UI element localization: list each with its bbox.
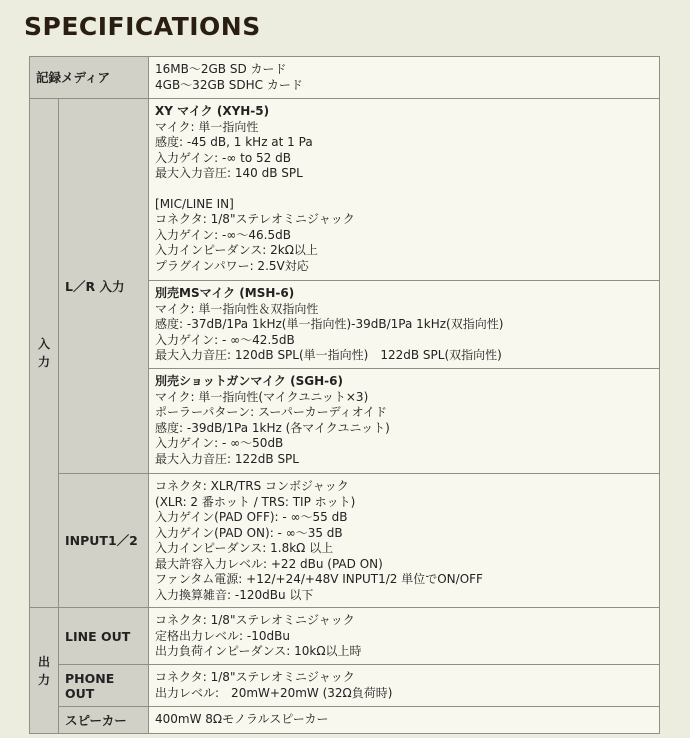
phone-out-line: コネクタ: 1/8"ステレオミニジャック [155,670,355,684]
mic-line-in-heading: [MIC/LINE IN] [155,196,234,211]
mic-line-in-line: プラグインパワー: 2.5V対応 [155,258,309,273]
input12-line: 入力ゲイン(PAD OFF): - ∞～55 dB [155,510,348,524]
ms-mic-line: 感度: -37dB/1Pa 1kHz(単一指向性)-39dB/1Pa 1kHz(双指向性) [155,317,504,331]
input12-line: 入力ゲイン(PAD ON): - ∞～35 dB [155,525,343,540]
phone-out-line: 出力レベル: 20mW+20mW (32Ω負荷時) [155,685,393,700]
xy-mic-line: 感度: -45 dB, 1 kHz at 1 Pa [155,135,313,149]
spec-row-input12 [30,474,660,608]
input12-spec [149,474,660,608]
line-out-line: コネクタ: 1/8"ステレオミニジャック [155,613,355,627]
input-group-char: 力 [37,355,50,369]
input-group-label [30,99,59,608]
input12-line: (XLR: 2 番ホット / TRS: TIP ホット) [155,494,356,509]
mic-line-in-line: コネクタ: 1/8"ステレオミニジャック [155,212,355,226]
input12-line: コネクタ: XLR/TRS コンボジャック [155,479,349,493]
media-value [149,57,660,99]
shotgun-mic-line: マイク: 単一指向性(マイクユニット×3) [155,389,369,404]
spec-row-phone-out [30,665,660,707]
shotgun-mic-spec [149,369,660,474]
output-group-char: 出 [37,654,50,669]
ms-mic-line: マイク: 単一指向性＆双指向性 [155,301,319,316]
media-label: 記録メディア [30,57,149,99]
spec-row-xy [30,99,660,281]
ms-mic-spec [149,281,660,369]
shotgun-mic-line: 最大入力音圧: 122dB SPL [155,451,299,466]
xy-mic-heading: XY マイク (XYH-5) [155,104,270,118]
media-line: 4GB～32GB SDHC カード [155,77,303,92]
line-out-line: 定格出力レベル: -10dBu [155,628,290,643]
input12-label: INPUT1／2 [59,474,149,608]
shotgun-mic-line: 感度: -39dB/1Pa 1kHz (各マイクユニット) [155,420,390,435]
mic-line-in-line: 入力インピーダンス: 2kΩ以上 [155,243,318,257]
shotgun-mic-line: 入力ゲイン: - ∞～50dB [155,436,284,450]
input12-line: 入力換算雑音: -120dBu 以下 [155,587,314,602]
ms-mic-line: 最大入力音圧: 120dB SPL(単一指向性) 122dB SPL(双指向性) [155,348,502,362]
media-line: 16MB～2GB SD カード [155,62,287,76]
line-out-spec [149,608,660,665]
phone-out-label [59,665,149,707]
spec-row-line-out [30,608,660,665]
line-out-line: 出力負荷インピーダンス: 10kΩ以上時 [155,644,362,658]
shotgun-mic-line: ポーラーパターン: スーパーカーディオイド [155,405,388,419]
shotgun-mic-heading: 別売ショットガンマイク (SGH-6) [155,374,343,388]
spec-table [29,56,660,734]
speaker-spec [149,707,660,734]
mic-line-in-line: 入力ゲイン: -∞～46.5dB [155,227,291,242]
input-group-char: 入 [37,337,50,351]
input12-line: 入力インピーダンス: 1.8kΩ 以上 [155,541,334,555]
spec-row-speaker [30,707,660,734]
phone-out-label-line: PHONE [65,670,115,686]
xy-mic-spec [149,99,660,281]
lr-input-label: L／R 入力 [59,99,149,474]
ms-mic-heading: 別売MSマイク (MSH-6) [155,286,295,300]
output-group-label [30,608,59,734]
xy-mic-line: 入力ゲイン: -∞ to 52 dB [155,150,291,165]
output-group-char: 力 [37,672,50,687]
phone-out-label-line: OUT [65,686,95,701]
line-out-label: LINE OUT [59,608,149,665]
page-title: SPECIFICATIONS [24,12,261,41]
xy-mic-line: マイク: 単一指向性 [155,119,259,134]
input12-line: 最大許容入力レベル: +22 dBu (PAD ON) [155,556,383,571]
input12-line: ファンタム電源: +12/+24/+48V INPUT1/2 単位でON/OFF [155,572,483,586]
xy-mic-line: 最大入力音圧: 140 dB SPL [155,166,303,180]
phone-out-spec [149,665,660,707]
speaker-label: スピーカー [59,707,149,734]
spec-row-media [30,57,660,99]
ms-mic-line: 入力ゲイン: - ∞～42.5dB [155,332,295,347]
speaker-line: 400mW 8Ωモノラルスピーカー [155,712,329,726]
